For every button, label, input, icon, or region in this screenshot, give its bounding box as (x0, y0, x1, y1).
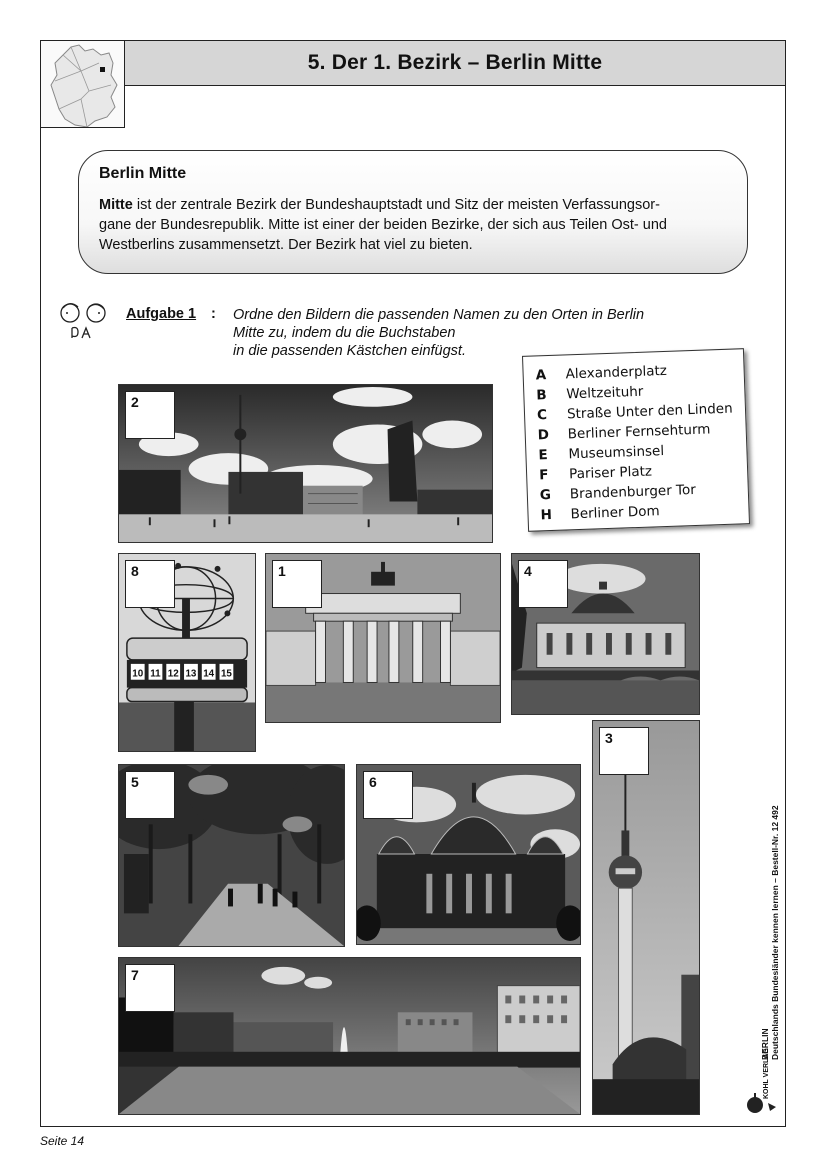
task-instruction: Ordne den Bildern die passenden Namen zu den Orten in Berlin Mitte zu, indem du die Buchstaben in die passenden Kästchen einfügst. (233, 307, 645, 359)
legend-item: D Berliner Fernsehturm (537, 421, 711, 444)
answer-box[interactable]: 6 (363, 771, 413, 819)
photo-unter-den-linden (118, 764, 345, 947)
answer-box[interactable]: 7 (125, 964, 175, 1012)
legend-item: G Brandenburger Tor (539, 481, 697, 504)
clock-number: 11 (150, 668, 161, 680)
info-text: Mitte ist der zentrale Bezirk der Bundeshauptstadt und Sitz der meisten Verfassungsor- gane der Bundesrepublik. Mitte ist einer der beiden Bezirke, der sich aus Teilen Ost- und Westberlins zusammensetzt. Der Bezirk hat viel zu bieten. (99, 197, 667, 253)
photo-weltzeituhr (118, 553, 256, 752)
clock-number: 13 (185, 668, 197, 680)
side-note (760, 730, 790, 1060)
publisher-name: KOHL VERLAG (763, 1048, 770, 1099)
info-heading: Berlin Mitte (99, 165, 187, 182)
germany-map (40, 40, 125, 128)
page-number: Seite 14 (40, 1134, 85, 1148)
answer-box[interactable]: 2 (125, 391, 175, 439)
side-note-line2: Deutschlands Bundesländer kennen lernen – Bestell-Nr. 12 492 (770, 805, 780, 1060)
legend-item: F Pariser Platz (538, 463, 653, 484)
legend-item: A Alexanderplatz (535, 362, 668, 384)
task-colon: : (211, 306, 216, 322)
clock-number: 14 (203, 668, 215, 680)
answer-box[interactable]: 5 (125, 771, 175, 819)
answer-box[interactable]: 3 (599, 727, 649, 775)
legend-item: H Berliner Dom (540, 503, 660, 524)
clock-number: 15 (220, 668, 232, 680)
answer-box[interactable]: 1 (272, 560, 322, 608)
info-box (78, 150, 748, 274)
photo-alexanderplatz (118, 384, 493, 543)
photo-berliner-dom (356, 764, 581, 945)
info-bold-word: Mitte (99, 197, 133, 213)
page-title: 5. Der 1. Bezirk – Berlin Mitte (307, 51, 603, 74)
clock-number: 12 (167, 668, 179, 680)
page-title-bar (125, 40, 786, 86)
photo-pariser-platz (118, 957, 581, 1115)
clock-number: 10 (132, 668, 144, 680)
answer-legend (522, 348, 750, 532)
photo-fernsehturm (592, 720, 700, 1115)
photo-brandenburger-tor (265, 553, 501, 723)
partner-work-icon (56, 298, 112, 342)
answer-box[interactable]: 4 (518, 560, 568, 608)
legend-item: E Museumsinsel (538, 443, 665, 464)
task-label: Aufgabe 1 (126, 306, 197, 322)
legend-item: C Straße Unter den Linden (536, 400, 733, 424)
publisher-logo (742, 1045, 782, 1115)
legend-item: B Weltzeituhr (536, 383, 644, 404)
photo-museumsinsel (511, 553, 700, 715)
side-note-line1: BERLIN (760, 1028, 770, 1060)
answer-box[interactable]: 8 (125, 560, 175, 608)
